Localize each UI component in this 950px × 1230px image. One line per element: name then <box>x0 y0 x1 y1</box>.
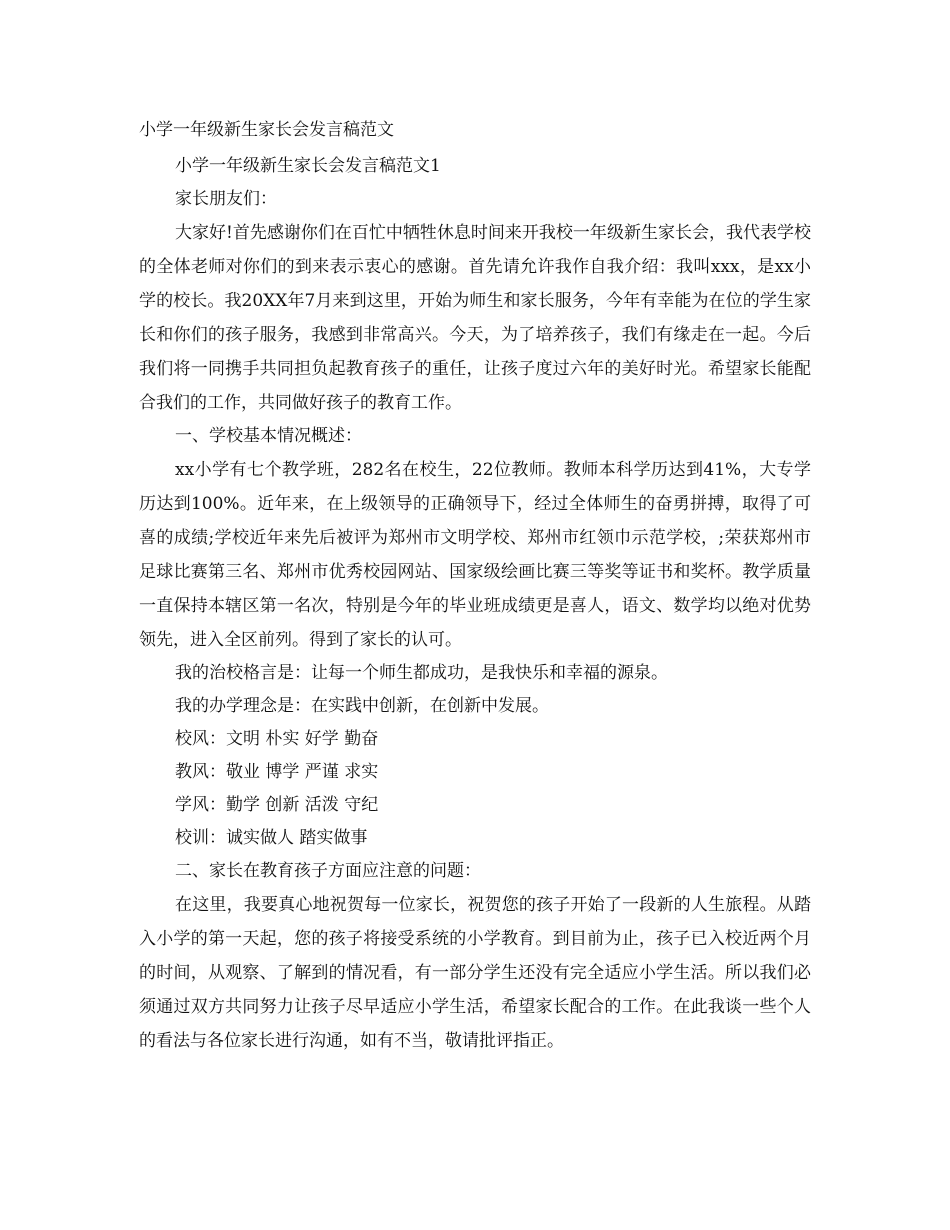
section-heading-2: 二、家长在教育孩子方面应注意的问题： <box>175 861 481 881</box>
philosophy-line: 我的办学理念是：在实践中创新，在创新中发展。 <box>175 696 549 716</box>
document-body <box>139 116 811 1058</box>
document-title: 小学一年级新生家长会发言稿范文 <box>139 120 394 140</box>
motto-line: 我的治校格言是：让每一个师生都成功，是我快乐和幸福的源泉。 <box>175 663 668 683</box>
opening-paragraph: 大家好!首先感谢你们在百忙中牺牲休息时间来开我校一年级新生家长会，我代表学校的全体老师对你们的到来表示衷心的感谢。首先请允许我作自我介绍：我叫xxx，是xx小学的校长。我20XX年7月来到这里，开始为师生和家长服务，今年有幸能为在位的学生家长和你们的孩子服务，我感到非常高兴。今天，为了培养孩子，我们有缘走在一起。今后我们将一同携手共同担负起教育孩子的重任，让孩子度过六年的美好时光。希望家长能配合我们的工作，共同做好孩子的教育工作。 <box>139 223 811 413</box>
school-motto-line: 校训：诚实做人 踏实做事 <box>175 828 368 848</box>
teaching-style-line: 教风：敬业 博学 严谨 求实 <box>175 762 379 782</box>
school-overview-paragraph: xx小学有七个教学班，282名在校生，22位教师。教师本科学历达到41%，大专学历达到100%。近年来，在上级领导的正确领导下，经过全体师生的奋勇拼搏，取得了可喜的成绩;学校近年来先后被评为郑州市文明学校、郑州市红领巾示范学校，;荣获郑州市足球比赛第三名、郑州市优秀校园网站、国家级绘画比赛三等奖等证书和奖杯。教学质量一直保持本辖区第一名次，特别是今年的毕业班成绩更是喜人，语文、数学均以绝对优势领先，进入全区前列。得到了家长的认可。 <box>139 460 811 650</box>
study-style-line: 学风：勤学 创新 活泼 守纪 <box>175 795 379 815</box>
speech-heading: 小学一年级新生家长会发言稿范文1 <box>175 156 441 176</box>
section-heading-1: 一、学校基本情况概述： <box>175 426 362 446</box>
greeting: 家长朋友们： <box>175 189 277 209</box>
school-spirit-line: 校风：文明 朴实 好学 勤奋 <box>175 729 379 749</box>
parent-guidance-paragraph: 在这里，我要真心地祝贺每一位家长，祝贺您的孩子开始了一段新的人生旅程。从踏入小学的第一天起，您的孩子将接受系统的小学教育。到目前为止，孩子已入校近两个月的时间，从观察、了解到的情况看，有一部分学生还没有完全适应小学生活。所以我们必须通过双方共同努力让孩子尽早适应小学生活，希望家长配合的工作。在此我谈一些个人的看法与各位家长进行沟通，如有不当，敬请批评指正。 <box>139 895 811 1051</box>
